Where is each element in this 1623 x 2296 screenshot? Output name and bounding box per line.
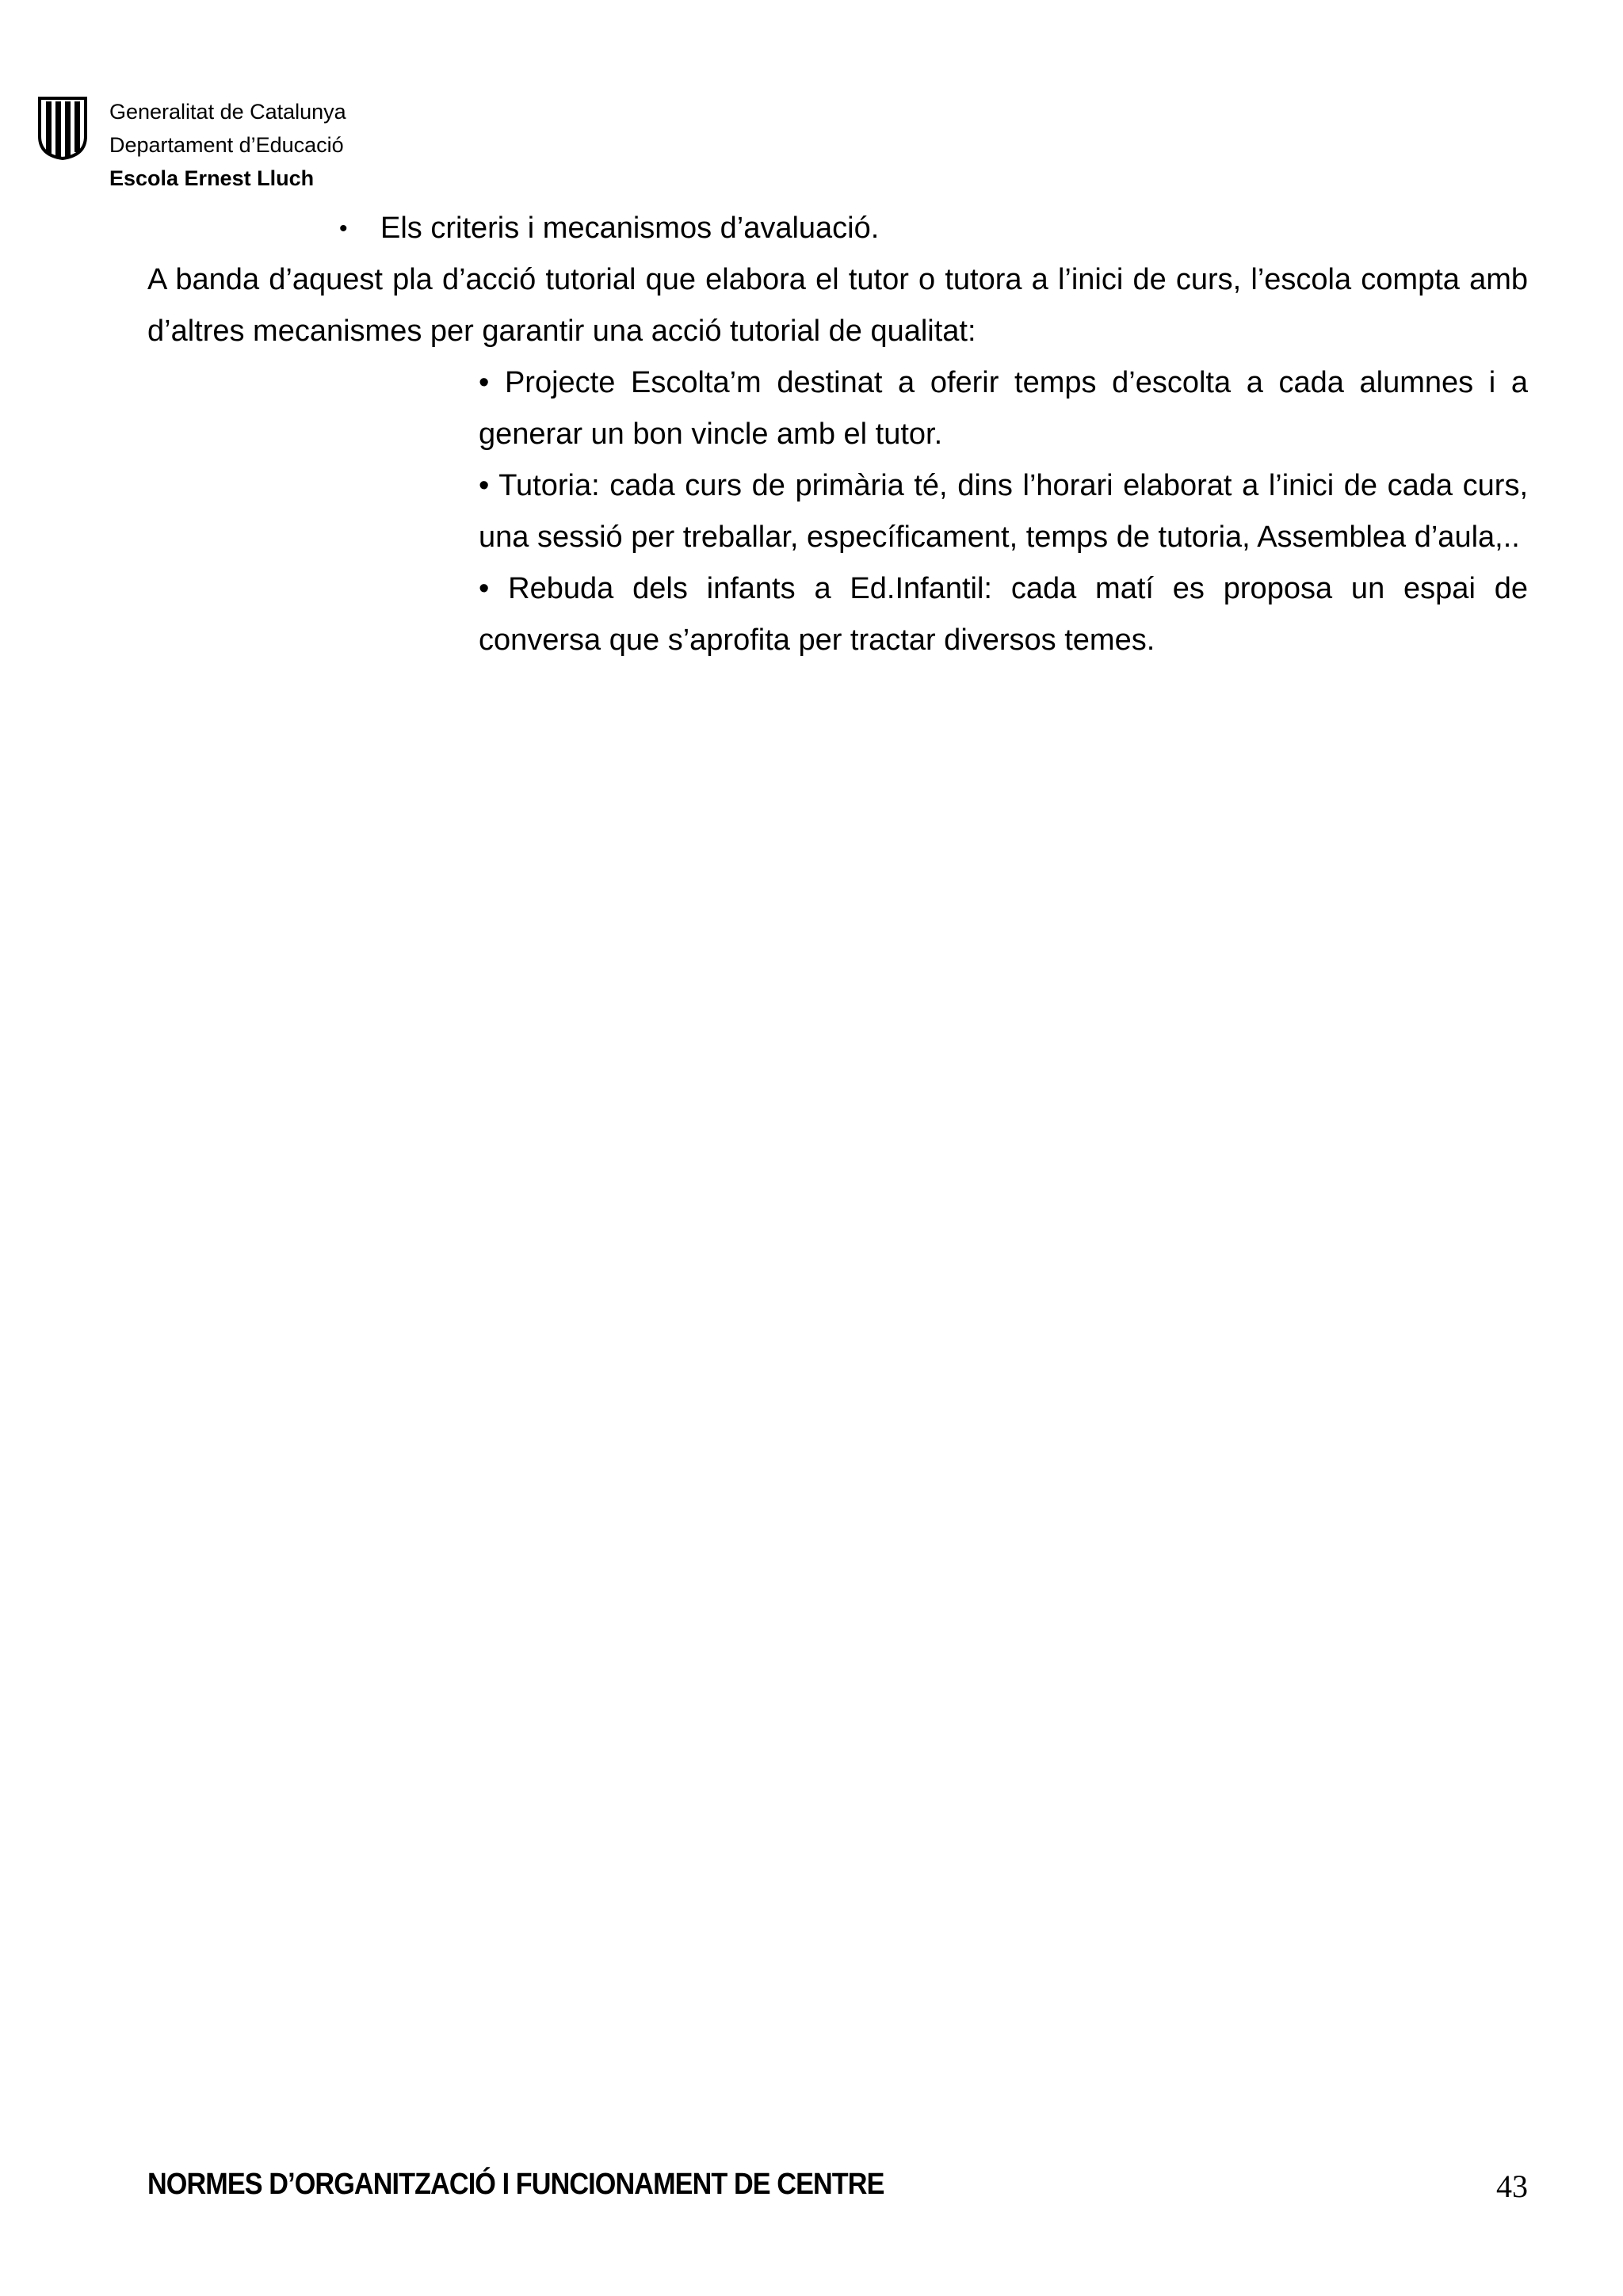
bullet-icon: • [479, 366, 490, 399]
list-item [147, 563, 1528, 666]
page-number: 43 [1496, 2168, 1528, 2204]
list-item-text: Projecte Escolta’m destinat a oferir temps d’escolta a cada alumnes i a generar un bon vincle amb el tutor. [479, 366, 1529, 451]
header-text [109, 95, 346, 195]
bullet-icon: • [339, 215, 348, 242]
list-item-text: Tutoria: cada curs de primària té, dins l’horari elaborat a l’inici de cada curs, una sessió per treballar, específicament, temps de tutoria, Assemblea d’aula,.. [479, 469, 1528, 554]
footer-title: NORMES D’ORGANITZACIÓ I FUNCIONAMENT DE CENTRE [147, 2168, 884, 2201]
list-item [147, 357, 1528, 460]
tutorial-mechanisms-list [147, 357, 1528, 666]
list-item [147, 460, 1528, 563]
generalitat-emblem-icon [36, 95, 89, 160]
document-header [36, 95, 433, 198]
list-item-evaluation [147, 203, 1528, 254]
document-footer [147, 2168, 1528, 2207]
body-paragraph: A banda d’aquest pla d’acció tutorial que elabora el tutor o tutora a l’inici de curs, l’escola compta amb d’altres mecanismes per garantir una acció tutorial de qualitat: [147, 263, 1528, 348]
header-school: Escola Ernest Lluch [109, 166, 315, 190]
bullet-icon: • [479, 469, 490, 502]
header-generalitat: Generalitat de Catalunya [109, 100, 346, 124]
page-body [147, 203, 1528, 666]
list-item-text: Rebuda dels infants a Ed.Infantil: cada matí es proposa un espai de conversa que s’aprofita per tractar diversos temes. [479, 572, 1528, 657]
bullet-icon: • [479, 572, 490, 605]
header-department: Departament d’Educació [109, 133, 344, 157]
list-item-text: Els criteris i mecanismos d’avaluació. [380, 212, 880, 245]
